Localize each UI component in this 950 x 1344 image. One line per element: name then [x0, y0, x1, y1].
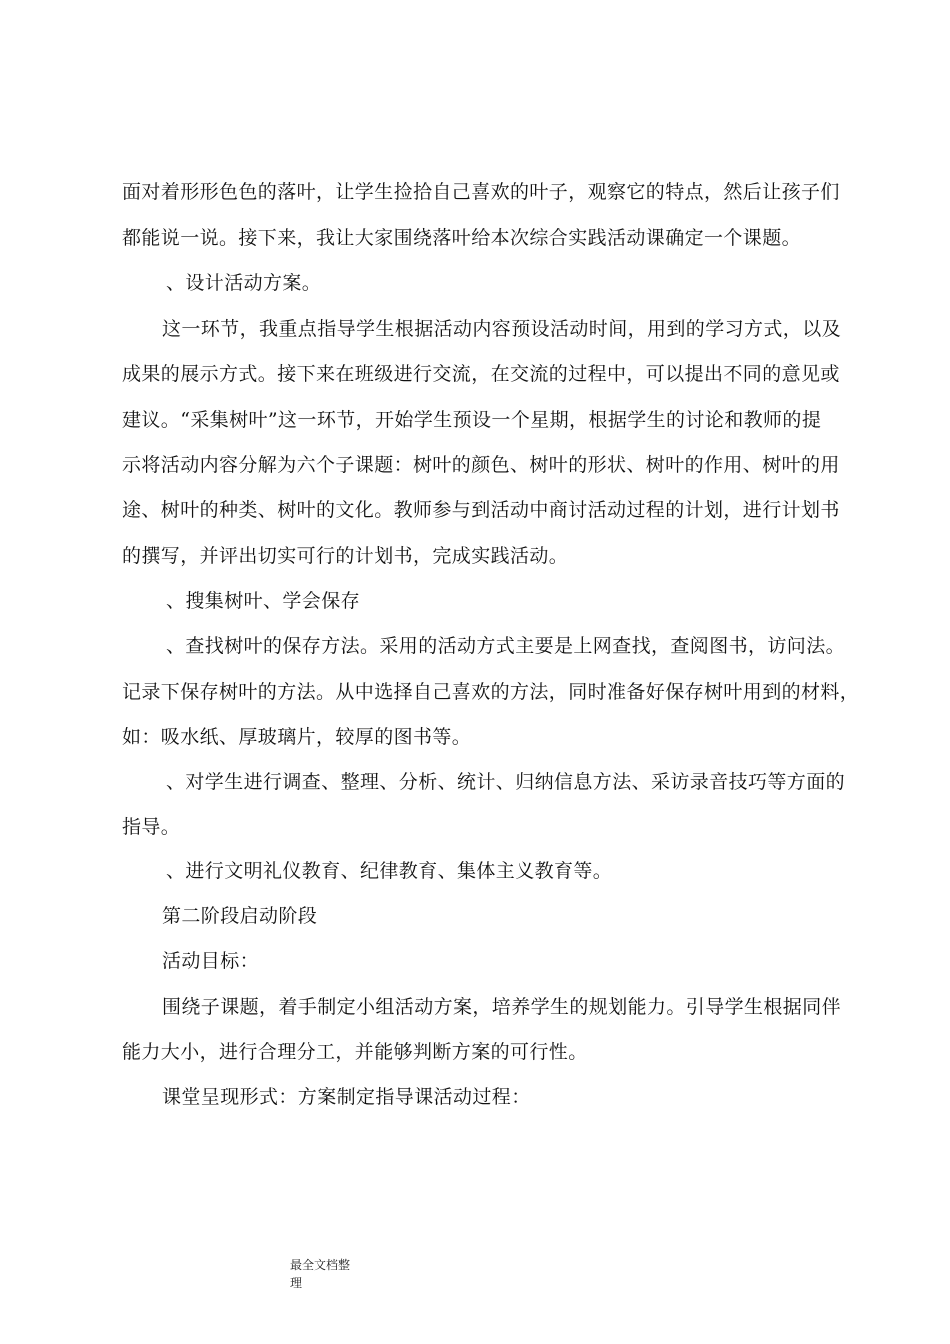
paragraph-line: 、查找树叶的保存方法。采用的活动方式主要是上网查找，查阅图书，访问法。	[166, 635, 846, 657]
stage-heading: 第二阶段启动阶段	[162, 905, 318, 927]
paragraph-line: 围绕子课题，着手制定小组活动方案，培养学生的规划能力。引导学生根据同伴	[162, 996, 842, 1018]
paragraph-line: 建议。“采集树叶”这一环节，开始学生预设一个星期，根据学生的讨论和教师的提	[122, 409, 822, 431]
paragraph-line: 这一环节，我重点指导学生根据活动内容预设活动时间，用到的学习方式，以及	[162, 318, 842, 340]
section-heading: 、搜集树叶、学会保存	[166, 590, 361, 612]
footer-line: 最全文档整	[290, 1258, 351, 1272]
paragraph-line: 都能说一说。接下来，我让大家围绕落叶给本次综合实践活动课确定一个课题。	[122, 227, 802, 249]
paragraph-line: 的撰写，并评出切实可行的计划书，完成实践活动。	[122, 545, 569, 567]
paragraph-line: 课堂呈现形式：方案制定指导课活动过程：	[162, 1086, 531, 1108]
paragraph-line: 成果的展示方式。接下来在班级进行交流，在交流的过程中，可以提出不同的意见或	[122, 363, 840, 385]
paragraph-line: 记录下保存树叶的方法。从中选择自己喜欢的方法，同时准备好保存树叶用到的材料，	[122, 681, 860, 703]
footer-watermark	[290, 1256, 350, 1292]
footer-line: 理	[290, 1276, 303, 1290]
goal-heading: 活动目标：	[162, 950, 260, 972]
paragraph-line: 途、树叶的种类、树叶的文化。教师参与到活动中商讨活动过程的计划，进行计划书	[122, 499, 840, 521]
paragraph-line: 能力大小，进行合理分工，并能够判断方案的可行性。	[122, 1041, 588, 1063]
paragraph-line: 如：吸水纸、厚玻璃片，较厚的图书等。	[122, 726, 472, 748]
paragraph-line: 示将活动内容分解为六个子课题：树叶的颜色、树叶的形状、树叶的作用、树叶的用	[122, 454, 840, 476]
paragraph-line: 指导。	[122, 816, 181, 838]
paragraph-line: 、进行文明礼仪教育、纪律教育、集体主义教育等。	[166, 860, 613, 882]
section-heading: 、设计活动方案。	[166, 272, 322, 294]
paragraph-line: 面对着形形色色的落叶，让学生捡拾自己喜欢的叶子，观察它的特点，然后让孩子们	[122, 181, 840, 203]
paragraph-line: 、对学生进行调查、整理、分析、统计、归纳信息方法、采访录音技巧等方面的	[166, 771, 846, 793]
